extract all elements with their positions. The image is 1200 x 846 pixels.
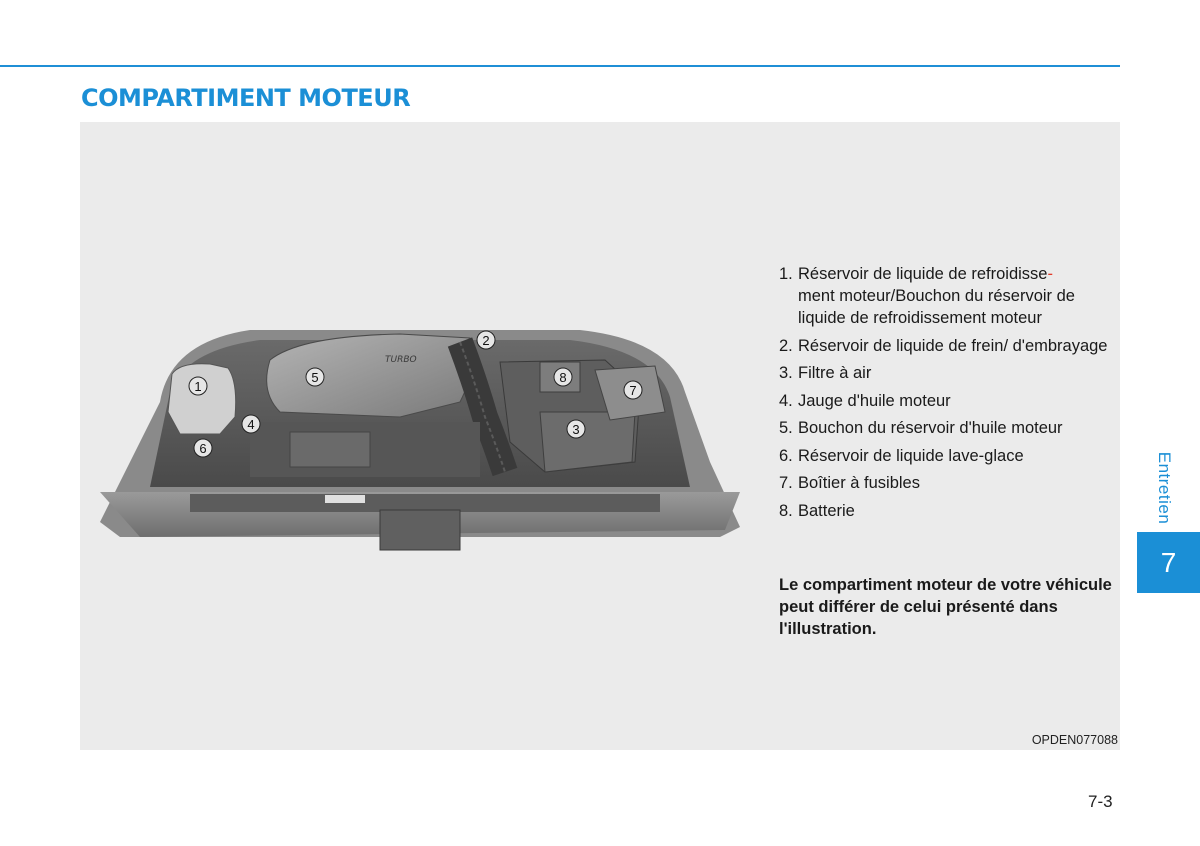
svg-text:4: 4 (247, 417, 255, 432)
svg-text:2: 2 (482, 333, 490, 348)
callout-8 (554, 368, 572, 386)
legend-item: 6. Réservoir de liquide lave-glace (779, 446, 1024, 465)
page-title: COMPARTIMENT MOTEUR (81, 84, 411, 112)
legend-item: 8. Batterie (779, 501, 855, 520)
legend-item: 1. Réservoir de liquide de refroidisse- ment moteur/Bouchon du réservoir de liquide de refroidissement moteur (779, 265, 1075, 327)
legend-item: 7. Boîtier à fusibles (779, 474, 920, 492)
legend-item: 5. Bouchon du réservoir d'huile moteur (779, 419, 1063, 437)
callout-2 (477, 331, 495, 349)
engine-bay-illustration (100, 322, 740, 567)
legend-item: 4. Jauge d'huile moteur (779, 391, 951, 410)
svg-text:8: 8 (559, 370, 567, 385)
svg-text:5: 5 (311, 370, 319, 385)
callout-1 (189, 377, 207, 395)
component-legend (779, 263, 1119, 527)
header-rule (0, 65, 1120, 67)
chapter-tab: 7 (1137, 532, 1200, 593)
callout-6 (194, 439, 212, 457)
illustration-note: Le compartiment moteur de votre véhicule peut différer de celui présenté dans l'illustration. (779, 576, 1112, 638)
svg-text:7: 7 (629, 383, 637, 398)
callout-5 (306, 368, 324, 386)
svg-text:6: 6 (199, 441, 207, 456)
legend-item: 2. Réservoir de liquide de frein/ d'embrayage (779, 336, 1108, 355)
turbo-badge: TURBO (385, 355, 417, 365)
callout-7 (624, 381, 642, 399)
svg-text:1: 1 (194, 379, 202, 394)
callout-4 (242, 415, 260, 433)
page-number: 7-3 (1088, 792, 1113, 811)
callout-3 (567, 420, 585, 438)
svg-text:3: 3 (572, 422, 580, 437)
image-code: OPDEN077088 (1031, 733, 1118, 747)
legend-item: 3. Filtre à air (779, 364, 872, 382)
figure-panel (80, 122, 1120, 750)
section-label: Entretien (1155, 451, 1174, 525)
